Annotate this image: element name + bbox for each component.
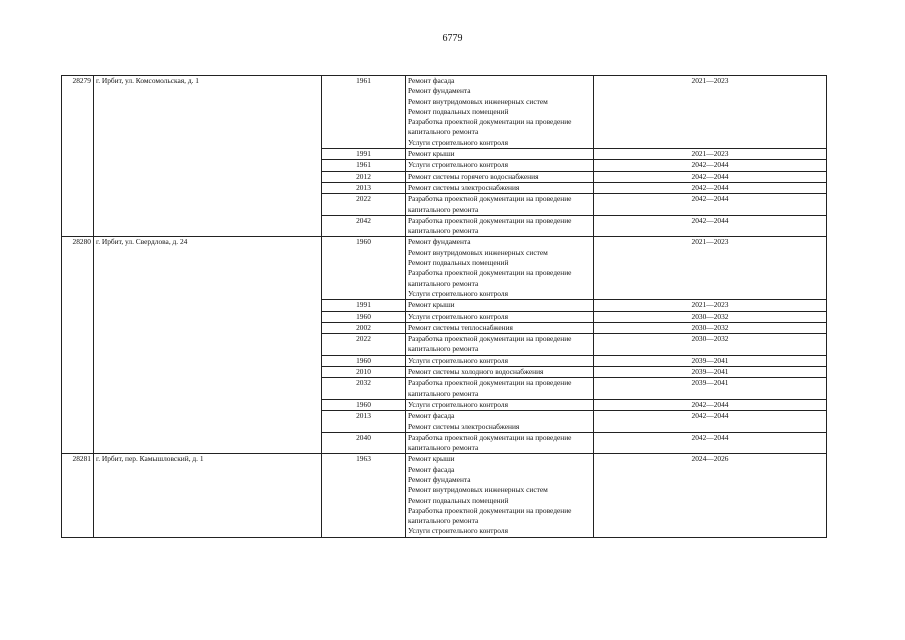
commission-year: 2022: [322, 194, 406, 216]
commission-year: 2032: [322, 378, 406, 400]
planned-period: 2021—2023: [594, 300, 827, 311]
commission-year: 1960: [322, 237, 406, 300]
building-number: 28280: [62, 237, 94, 454]
planned-period: 2042—2044: [594, 411, 827, 433]
planned-period: 2021—2023: [594, 76, 827, 149]
works-list: Ремонт системы холодного водоснабжения: [406, 367, 594, 378]
planned-period: 2030—2032: [594, 322, 827, 333]
works-list: Разработка проектной документации на проведение капитального ремонта: [406, 194, 594, 216]
works-list: Ремонт системы теплоснабжения: [406, 322, 594, 333]
works-list: Ремонт крыши Ремонт фасада Ремонт фундамента Ремонт внутридомовых инженерных систем Ремонт подвальных помещений Разработка проектной документации на проведение капитального ремонта Услуги строительного контроля: [406, 454, 594, 537]
works-list: Услуги строительного контроля: [406, 160, 594, 171]
building-number: 28281: [62, 454, 94, 537]
commission-year: 2040: [322, 432, 406, 454]
works-list: Ремонт фасада Ремонт системы электроснабжения: [406, 411, 594, 433]
commission-year: 1961: [322, 76, 406, 149]
works-list: Разработка проектной документации на проведение капитального ремонта: [406, 334, 594, 356]
planned-period: 2039—2041: [594, 355, 827, 366]
table-body: [62, 76, 827, 538]
works-list: Разработка проектной документации на проведение капитального ремонта: [406, 432, 594, 454]
works-list: Разработка проектной документации на проведение капитального ремонта: [406, 378, 594, 400]
commission-year: 1960: [322, 355, 406, 366]
table-row: [62, 76, 827, 149]
building-address: г. Ирбит, ул. Комсомольская, д. 1: [94, 76, 322, 237]
works-list: Услуги строительного контроля: [406, 355, 594, 366]
commission-year: 2022: [322, 334, 406, 356]
works-list: Услуги строительного контроля: [406, 311, 594, 322]
planned-period: 2042—2044: [594, 182, 827, 193]
commission-year: 2042: [322, 215, 406, 237]
planned-period: 2042—2044: [594, 160, 827, 171]
works-list: Ремонт крыши: [406, 149, 594, 160]
commission-year: 2013: [322, 182, 406, 193]
commission-year: 1961: [322, 160, 406, 171]
planned-period: 2042—2044: [594, 399, 827, 410]
building-number: 28279: [62, 76, 94, 237]
planned-period: 2030—2032: [594, 334, 827, 356]
table-row: [62, 454, 827, 537]
planned-period: 2030—2032: [594, 311, 827, 322]
commission-year: 1991: [322, 300, 406, 311]
commission-year: 1960: [322, 311, 406, 322]
works-list: Ремонт системы электроснабжения: [406, 182, 594, 193]
planned-period: 2042—2044: [594, 171, 827, 182]
works-list: Ремонт крыши: [406, 300, 594, 311]
planned-period: 2039—2041: [594, 378, 827, 400]
planned-period: 2042—2044: [594, 432, 827, 454]
works-list: Ремонт фасада Ремонт фундамента Ремонт внутридомовых инженерных систем Ремонт подвальных помещений Разработка проектной документации на проведение капитального ремонта Услуги строительного контроля: [406, 76, 594, 149]
table-row: [62, 237, 827, 300]
planned-period: 2042—2044: [594, 215, 827, 237]
works-list: Услуги строительного контроля: [406, 399, 594, 410]
building-address: г. Ирбит, ул. Свердлова, д. 24: [94, 237, 322, 454]
works-list: Разработка проектной документации на проведение капитального ремонта: [406, 215, 594, 237]
commission-year: 1991: [322, 149, 406, 160]
planned-period: 2024—2026: [594, 454, 827, 537]
commission-year: 2002: [322, 322, 406, 333]
planned-period: 2039—2041: [594, 367, 827, 378]
page-number: 6779: [442, 33, 463, 44]
commission-year: 2013: [322, 411, 406, 433]
works-list: Ремонт системы горячего водоснабжения: [406, 171, 594, 182]
building-address: г. Ирбит, пер. Камышловский, д. 1: [94, 454, 322, 537]
commission-year: 2012: [322, 171, 406, 182]
commission-year: 1960: [322, 399, 406, 410]
planned-period: 2021—2023: [594, 149, 827, 160]
works-list: Ремонт фундамента Ремонт внутридомовых инженерных систем Ремонт подвальных помещений Разработка проектной документации на проведение капитального ремонта Услуги строительного контроля: [406, 237, 594, 300]
commission-year: 2010: [322, 367, 406, 378]
planned-period: 2042—2044: [594, 194, 827, 216]
commission-year: 1963: [322, 454, 406, 537]
planned-period: 2021—2023: [594, 237, 827, 300]
capital-repair-table: [61, 75, 827, 538]
